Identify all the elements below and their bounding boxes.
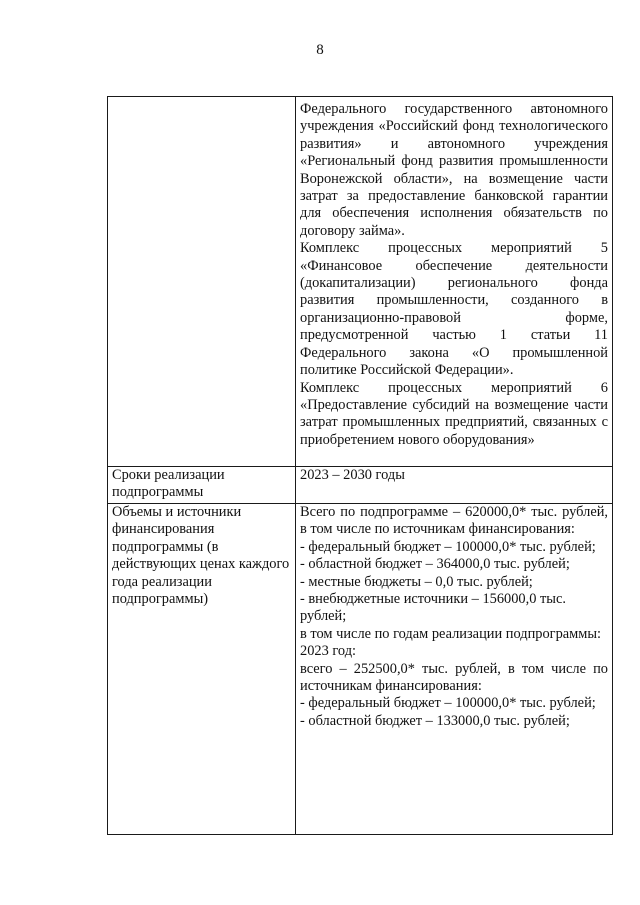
passport-table [107,96,613,835]
measures-paragraph-2: Комплекс процессных мероприятий 5 «Финансовое обеспечение деятельности (докапитализации) регионального фонда развития промышленности, созданного в организационно-правовой форме, предусмотренной частью 1 статьи 11 Федерального закона «О промышленной политике Российской Федерации». [300,240,608,379]
funding-local-line: - местные бюджеты – 0,0 тыс. рублей; [300,573,533,590]
funding-total-line: Всего по подпрограмме – 620000,0* тыс. рублей, в том числе по источникам финансирования: [300,504,608,538]
funding-extrabudget-line: - внебюджетные источники – 156000,0 тыс. рублей; [300,591,566,625]
measures-value-cell [296,97,613,467]
funding-value-cell [296,504,613,835]
terms-label-cell: Сроки реализации подпрограммы [108,467,296,504]
funding-regional-2023-line: - областной бюджет – 133000,0 тыс. рублей; [300,712,570,729]
funding-regional-line: - областной бюджет – 364000,0 тыс. рублей; [300,556,570,573]
terms-value-cell: 2023 – 2030 годы [296,467,613,504]
funding-label-cell: Объемы и источники финансирования подпрограммы (в действующих ценах каждого года реализации подпрограммы) [108,504,296,835]
measures-paragraph-1: Федерального государственного автономного учреждения «Российский фонд технологического развития» и автономного учреждения «Региональный фонд развития промышленности Воронежской области», на возмещение части затрат за предоставление банковской гарантии для обеспечения исполнения обязательств по договору займа». [300,101,608,239]
funding-year-2023-heading: 2023 год: [300,643,357,660]
funding-by-years-line: в том числе по годам реализации подпрограммы: [300,625,602,642]
table-row-terms [108,467,613,504]
funding-federal-line: - федеральный бюджет – 100000,0* тыс. рублей; [300,538,596,555]
funding-federal-2023-line: - федеральный бюджет – 100000,0* тыс. рублей; [300,695,596,712]
funding-total-2023-line: всего – 252500,0* тыс. рублей, в том числе по источникам финансирования: [300,660,608,695]
page-number: 8 [316,42,324,58]
table-row-funding [108,504,613,835]
measures-paragraph-3: Комплекс процессных мероприятий 6 «Предоставление субсидий на возмещение части затрат промышленных предприятий, связанных с приобретением нового оборудования» [300,379,608,448]
measures-label-cell [108,97,296,467]
table-row-measures [108,97,613,467]
